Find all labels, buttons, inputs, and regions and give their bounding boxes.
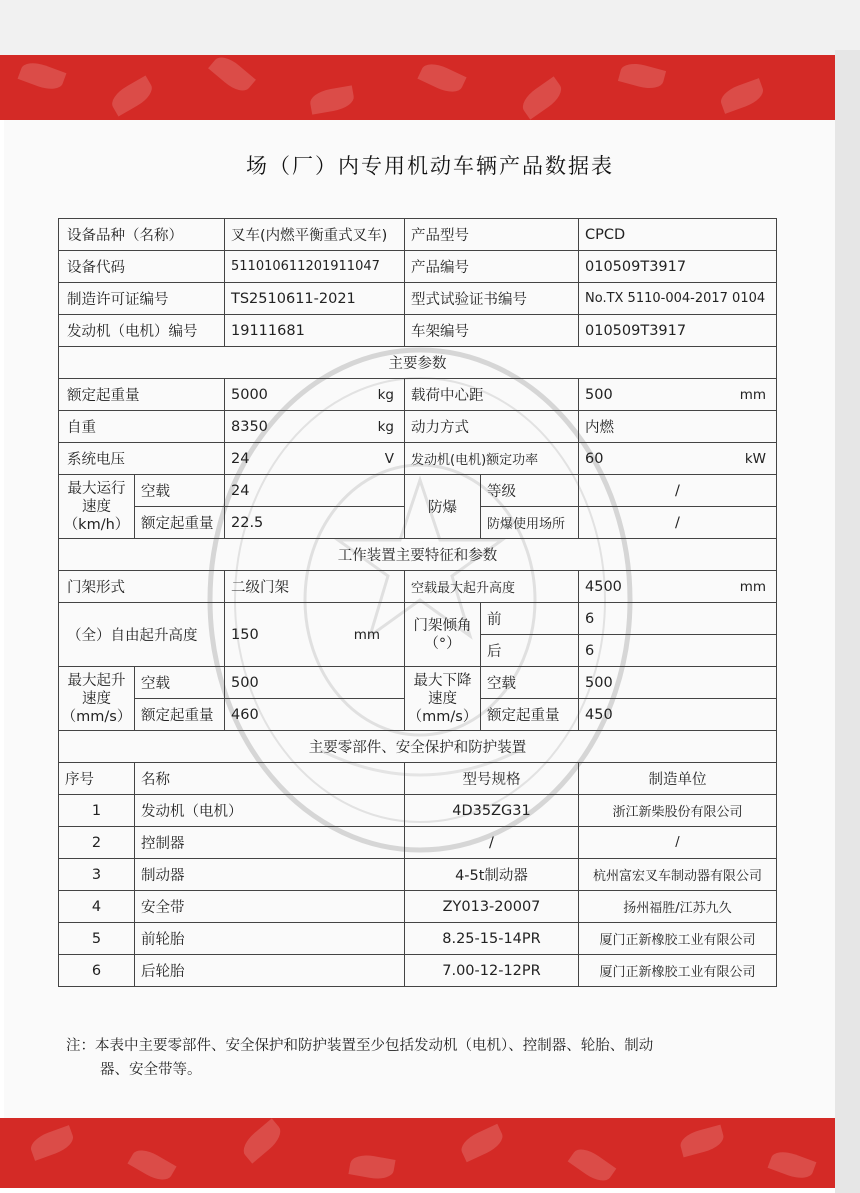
explosion-place-value: / [579, 507, 777, 539]
rated-power-value: 60 [585, 450, 604, 467]
part-no: 5 [59, 923, 135, 955]
engine-number-value: 19111681 [225, 315, 405, 347]
lower-speed-label: 最大下降速度（mm/s） [405, 667, 481, 731]
lift-speed-label: 最大起升速度（mm/s） [59, 667, 135, 731]
part-maker: 厦门正新橡胶工业有限公司 [579, 923, 777, 955]
part-no: 1 [59, 795, 135, 827]
part-name: 安全带 [135, 891, 405, 923]
engine-number-label: 发动机（电机）编号 [59, 315, 225, 347]
lift-empty-value: 500 [225, 667, 405, 699]
voltage-label: 系统电压 [59, 443, 225, 475]
free-lift-unit: mm [353, 626, 380, 643]
rated-load-label: 额定起重量 [59, 379, 225, 411]
decorative-bottom-band [0, 1118, 835, 1188]
table-row [59, 411, 777, 443]
rated-load-unit: kg [377, 386, 394, 403]
lift-loaded-value: 460 [225, 699, 405, 731]
mast-tilt-label: 门架倾角（°） [405, 603, 481, 667]
tilt-front-value: 6 [579, 603, 777, 635]
part-name: 后轮胎 [135, 955, 405, 987]
part-maker: 杭州富宏叉车制动器有限公司 [579, 859, 777, 891]
max-lift-value: 4500 [585, 578, 622, 595]
speed-loaded-label: 额定起重量 [135, 507, 225, 539]
tilt-rear-label: 后 [481, 635, 579, 667]
table-row [59, 571, 777, 603]
explosion-place-label: 防爆使用场所 [481, 507, 579, 539]
tilt-rear-value: 6 [579, 635, 777, 667]
table-row [59, 731, 777, 763]
type-test-value: No.TX 5110-004-2017 0104 [579, 283, 777, 315]
part-model: 4-5t制动器 [405, 859, 579, 891]
page-right-shadow [835, 50, 860, 1193]
speed-empty-label: 空载 [135, 475, 225, 507]
product-model-label: 产品型号 [405, 219, 579, 251]
table-row [59, 603, 777, 635]
lower-loaded-value: 450 [579, 699, 777, 731]
part-maker: / [579, 827, 777, 859]
table-row [59, 347, 777, 379]
parts-col-no: 序号 [59, 763, 135, 795]
equipment-code-label: 设备代码 [59, 251, 225, 283]
parts-heading: 主要零部件、安全保护和防护装置 [59, 731, 777, 763]
mast-type-label: 门架形式 [59, 571, 225, 603]
rated-power-label: 发动机(电机)额定功率 [405, 443, 579, 475]
explosion-grade-label: 等级 [481, 475, 579, 507]
part-model: 7.00-12-12PR [405, 955, 579, 987]
table-row [59, 891, 777, 923]
equipment-type-value: 叉车(内燃平衡重式叉车) [225, 219, 405, 251]
part-no: 3 [59, 859, 135, 891]
table-row [59, 827, 777, 859]
part-no: 6 [59, 955, 135, 987]
table-row [59, 251, 777, 283]
max-lift-unit: mm [739, 578, 766, 595]
table-row [59, 475, 777, 507]
parts-col-model: 型号规格 [405, 763, 579, 795]
rated-load-value: 5000 [231, 386, 268, 403]
product-model-value: CPCD [579, 219, 777, 251]
part-maker: 扬州福胜/江苏九久 [579, 891, 777, 923]
tilt-front-label: 前 [481, 603, 579, 635]
parts-col-maker: 制造单位 [579, 763, 777, 795]
voltage-unit: V [384, 450, 394, 467]
lower-empty-value: 500 [579, 667, 777, 699]
part-name: 发动机（电机） [135, 795, 405, 827]
part-maker: 浙江新柴股份有限公司 [579, 795, 777, 827]
self-weight-label: 自重 [59, 411, 225, 443]
free-lift-value: 150 [231, 626, 259, 643]
table-row [59, 795, 777, 827]
voltage-value: 24 [231, 450, 250, 467]
product-number-value: 010509T3917 [579, 251, 777, 283]
table-row [59, 283, 777, 315]
product-data-table [58, 218, 777, 987]
load-center-unit: mm [739, 386, 766, 403]
part-no: 4 [59, 891, 135, 923]
power-type-label: 动力方式 [405, 411, 579, 443]
mast-type-value: 二级门架 [225, 571, 405, 603]
lower-loaded-label: 额定起重量 [481, 699, 579, 731]
license-label: 制造许可证编号 [59, 283, 225, 315]
scan-edge [0, 0, 860, 60]
license-value: TS2510611-2021 [225, 283, 405, 315]
lower-empty-label: 空载 [481, 667, 579, 699]
free-lift-label: （全）自由起升高度 [59, 603, 225, 667]
parts-col-name: 名称 [135, 763, 405, 795]
table-row [59, 955, 777, 987]
table-row [59, 667, 777, 699]
decorative-top-band [0, 55, 835, 120]
load-center-label: 载荷中心距 [405, 379, 579, 411]
part-model: 4D35ZG31 [405, 795, 579, 827]
frame-number-label: 车架编号 [405, 315, 579, 347]
load-center-value: 500 [585, 386, 613, 403]
part-name: 控制器 [135, 827, 405, 859]
rated-power-unit: kW [744, 450, 766, 467]
type-test-label: 型式试验证书编号 [405, 283, 579, 315]
lift-empty-label: 空载 [135, 667, 225, 699]
speed-loaded-value: 22.5 [225, 507, 405, 539]
self-weight-unit: kg [377, 418, 394, 435]
footnote-line-2: 器、安全带等。 [100, 1062, 202, 1078]
power-type-value: 内燃 [579, 411, 777, 443]
part-name: 制动器 [135, 859, 405, 891]
footnote [66, 1034, 778, 1082]
table-row [59, 923, 777, 955]
table-row [59, 443, 777, 475]
footnote-line-1: 注：本表中主要零部件、安全保护和防护装置至少包括发动机（电机）、控制器、轮胎、制动 [66, 1038, 654, 1054]
max-speed-label: 最大运行速度（km/h） [59, 475, 135, 539]
table-row [59, 539, 777, 571]
table-row [59, 859, 777, 891]
main-params-heading: 主要参数 [59, 347, 777, 379]
frame-number-value: 010509T3917 [579, 315, 777, 347]
product-number-label: 产品编号 [405, 251, 579, 283]
max-lift-label: 空载最大起升高度 [405, 571, 579, 603]
speed-empty-value: 24 [225, 475, 405, 507]
lift-loaded-label: 额定起重量 [135, 699, 225, 731]
table-row [59, 763, 777, 795]
explosion-label: 防爆 [405, 475, 481, 539]
part-maker: 厦门正新橡胶工业有限公司 [579, 955, 777, 987]
page-title: 场（厂）内专用机动车辆产品数据表 [246, 154, 614, 178]
part-model: 8.25-15-14PR [405, 923, 579, 955]
part-model: ZY013-20007 [405, 891, 579, 923]
part-no: 2 [59, 827, 135, 859]
self-weight-value: 8350 [231, 418, 268, 435]
explosion-grade-value: / [579, 475, 777, 507]
part-name: 前轮胎 [135, 923, 405, 955]
table-row [59, 315, 777, 347]
equipment-code-value: 511010611201911047 [225, 251, 405, 283]
equipment-type-label: 设备品种（名称） [59, 219, 225, 251]
table-row [59, 379, 777, 411]
table-row [59, 219, 777, 251]
part-model: / [405, 827, 579, 859]
work-params-heading: 工作装置主要特征和参数 [59, 539, 777, 571]
